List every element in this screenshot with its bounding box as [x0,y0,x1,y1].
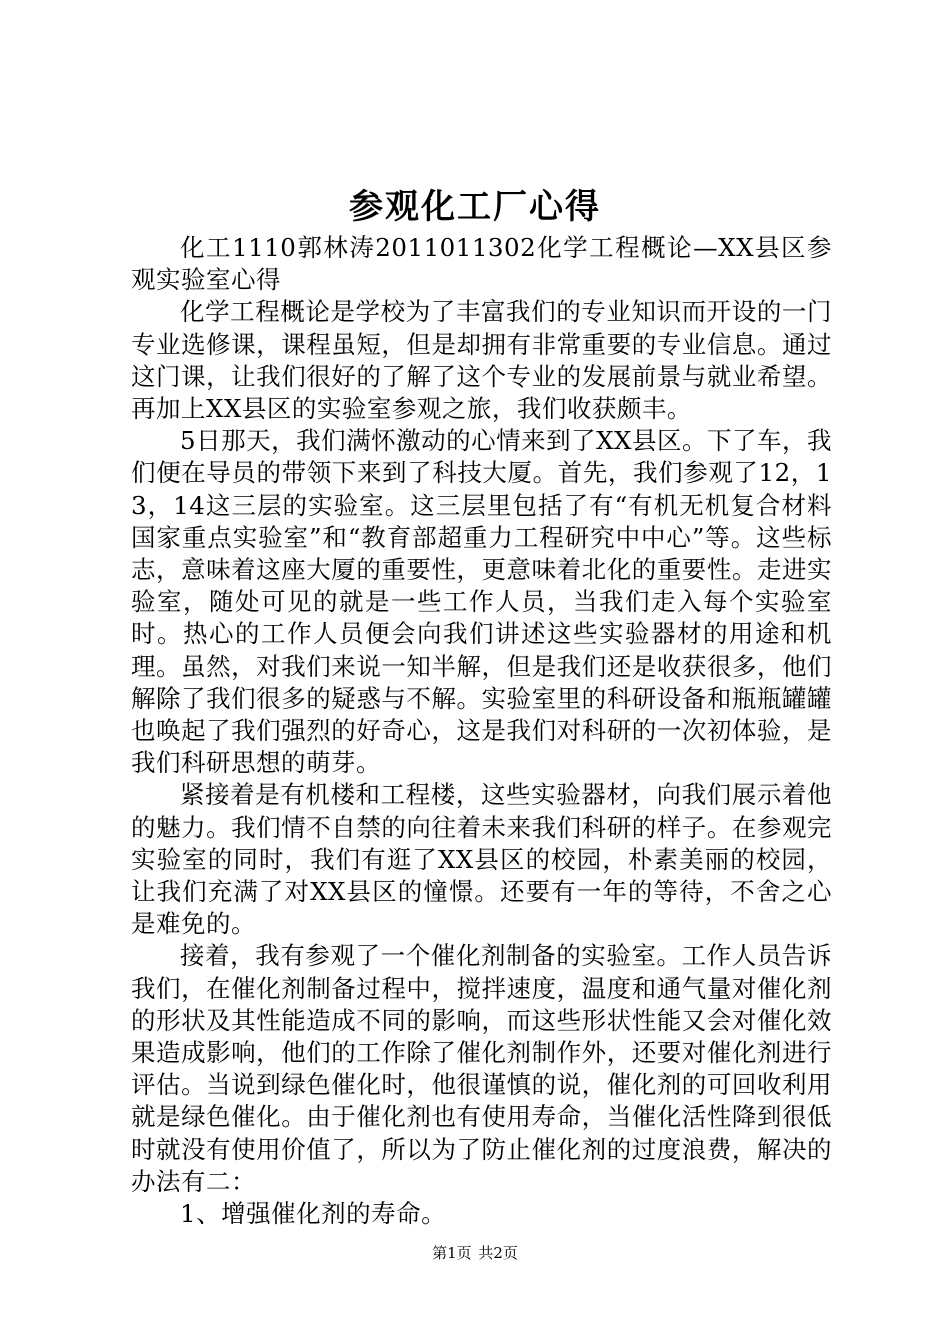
paragraph-intro: 化学工程概论是学校为了丰富我们的专业知识而开设的一门专业选修课，课程虽短，但是却拥有非常重要的专业信息。通过这门课，让我们很好的了解了这个专业的发展前景与就业希望。再加上XX县区的实验室参观之旅，我们收获颇丰。 [131,297,832,424]
page-footer: 第1页 共2页 [432,1244,518,1262]
paragraph-catalyst-lab: 接着，我有参观了一个催化剂制备的实验室。工作人员告诉我们，在催化剂制备过程中，搅拌速度，温度和通气量对催化剂的形状及其性能造成不同的影响，而这些形状性能又会对催化效果造成影响，他们的工作除了催化剂制作外，还要对催化剂进行评估。当说到绿色催化时，他很谨慎的说，催化剂的可回收利用就是绿色催化。由于催化剂也有使用寿命，当催化活性降到很低时就没有使用价值了，所以为了防止催化剂的过度浪费，解决的办法有二： [131,941,832,1196]
paragraph-buildings: 紧接着是有机楼和工程楼，这些实验器材，向我们展示着他的魅力。我们情不自禁的向往着未来我们科研的样子。在参观完实验室的同时，我们有逛了XX县区的校园，朴素美丽的校园，让我们充满了对XX县区的憧憬。还要有一年的等待，不舍之心是难免的。 [131,780,832,939]
author-course-line: 化工1110郭林涛2011011302化学工程概论—XX县区参观实验室心得 [131,233,832,295]
document-title: 参观化工厂心得 [349,187,601,227]
paragraph-visit-day: 5日那天，我们满怀激动的心情来到了XX县区。下了车，我们便在导员的带领下来到了科技大厦。首先，我们参观了12，13，14这三层的实验室。这三层里包括了有“有机无机复合材料国家重点实验室”和“教育部超重力工程研究中中心”等。这些标志，意味着这座大厦的重要性，更意味着北化的重要性。走进实验室，随处可见的就是一些工作人员，当我们走入每个实验室时。热心的工作人员便会向我们讲述这些实验器材的用途和机理。虽然，对我们来说一知半解，但是我们还是收获很多，他们解除了我们很多的疑惑与不解。实验室里的科研设备和瓶瓶罐罐也唤起了我们强烈的好奇心，这是我们对科研的一次初体验，是我们科研思想的萌芽。 [131,426,832,778]
document-body [131,232,832,1230]
list-item-1: 1、增强催化剂的寿命。 [180,1199,447,1229]
